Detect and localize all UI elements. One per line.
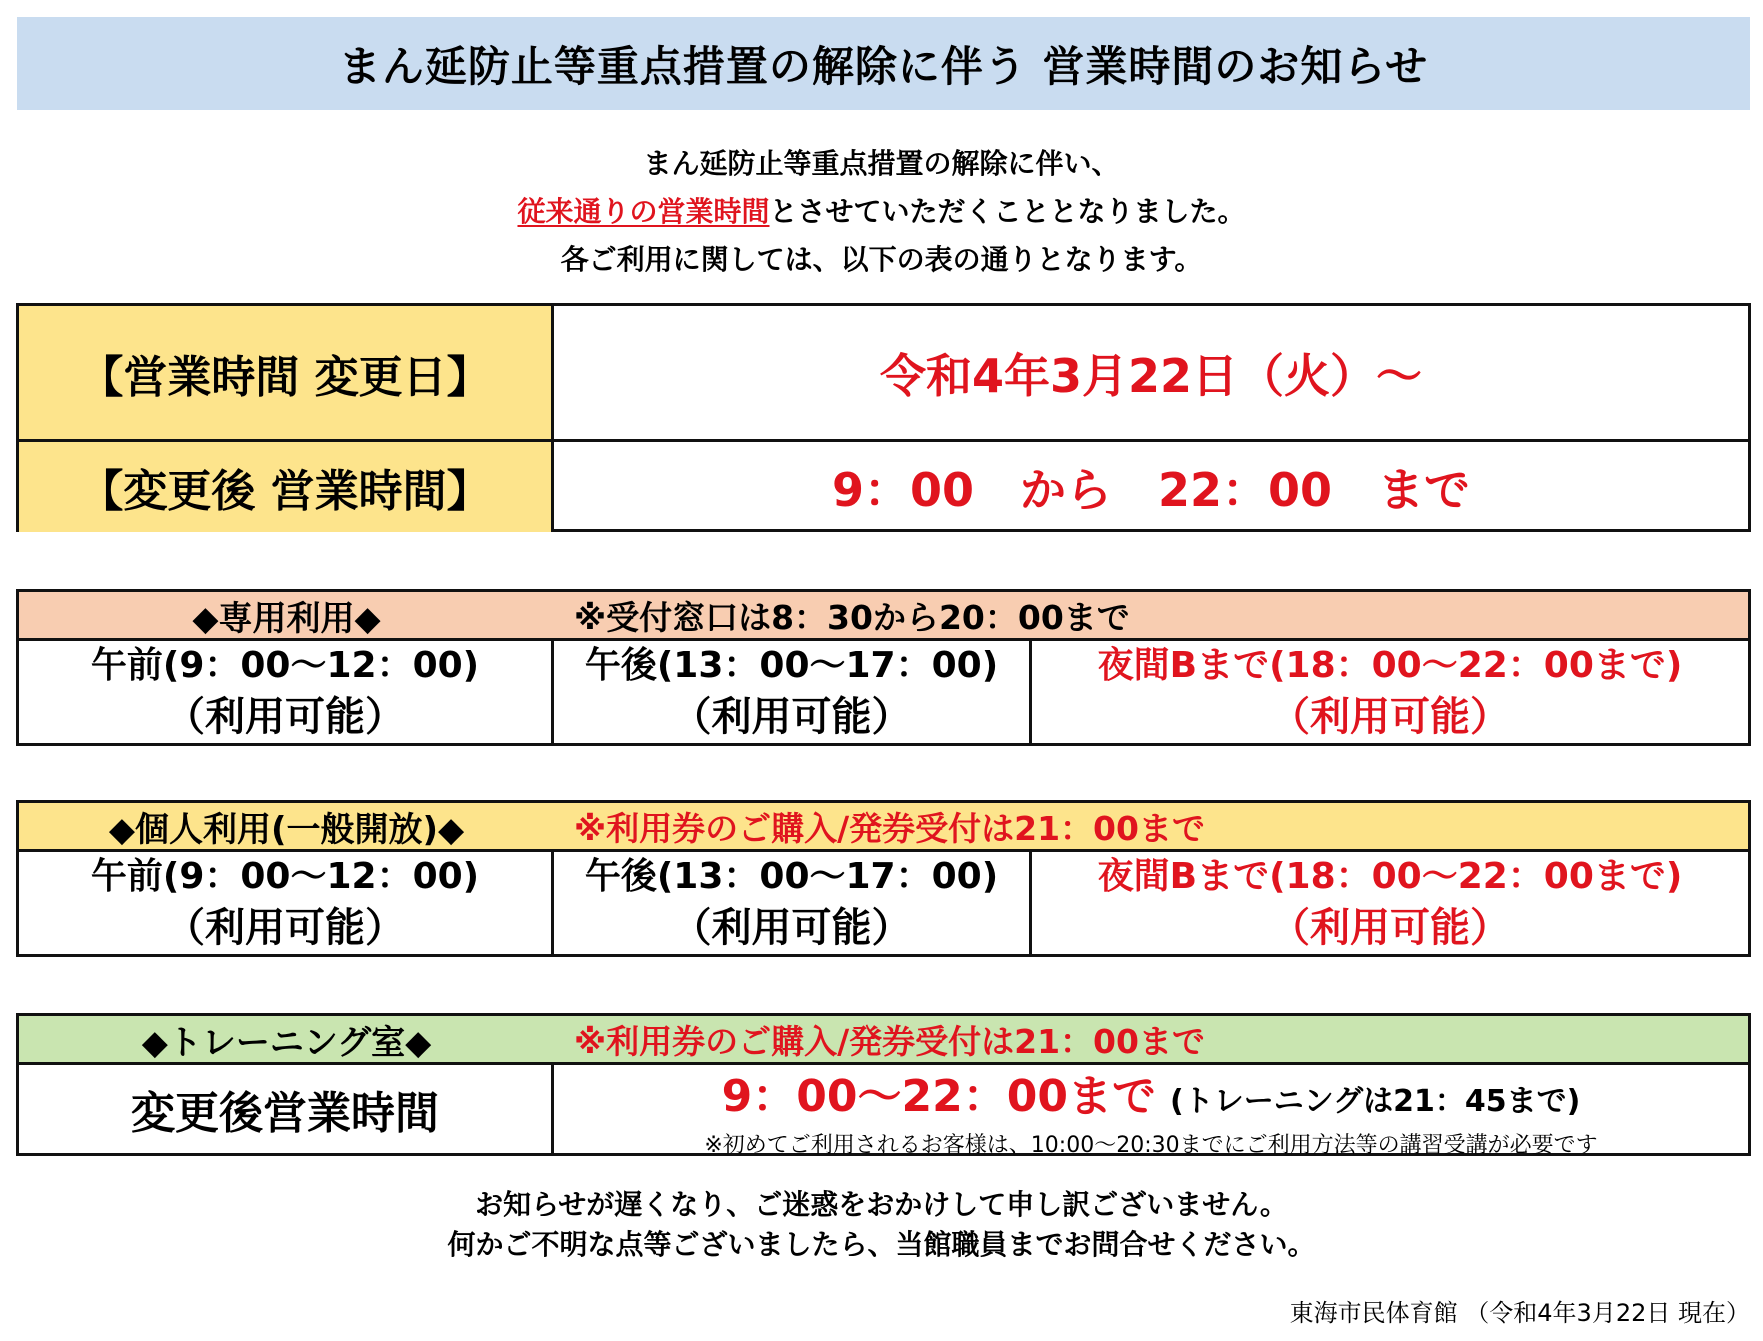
- footer-credit: 東海市民体育館 （令和4年3月22日 現在）: [1289, 1299, 1750, 1327]
- period-time: 午後(13：00～17：00): [584, 856, 999, 897]
- training-hours-value: 9：00～22：00まで: [721, 1070, 1156, 1122]
- individual-use-title: ◆個人利用(一般開放)◆: [108, 809, 465, 850]
- exclusive-use-note: ※受付窓口は8：30から20：00まで: [574, 597, 1130, 637]
- training-hours-label: 変更後営業時間: [131, 1088, 439, 1139]
- period-time: 午前(9：00～12：00): [90, 645, 480, 686]
- period-time: 午前(9：00～12：00): [90, 856, 480, 897]
- first-time-note: ※初めてご利用されるお客様は、10:00～20:30までにご利用方法等の講習受講が必要です: [704, 1132, 1598, 1158]
- hours-label: 【変更後 営業時間】: [19, 442, 554, 532]
- exclusive-use-title: ◆専用利用◆: [192, 598, 381, 639]
- training-hours-cell: [554, 1065, 1748, 1158]
- change-date-label: 【営業時間 変更日】: [19, 306, 554, 439]
- intro-text: [0, 140, 1763, 284]
- training-hours-line: [722, 1060, 1581, 1124]
- period-time: 夜間Bまで(18：00～22：00まで): [1097, 856, 1683, 897]
- intro-line-2: [0, 188, 1763, 236]
- title-banner: [17, 17, 1750, 110]
- individual-use-row: [19, 852, 1748, 954]
- change-date-value: 令和4年3月22日（火）～: [879, 348, 1423, 403]
- hours-value: 9：00 から 22：00 まで: [831, 463, 1471, 517]
- exclusive-use-header: [19, 592, 1748, 641]
- night-cell: [1032, 641, 1748, 743]
- schedule-table: [16, 303, 1751, 532]
- training-room-row: [19, 1065, 1748, 1158]
- hours-row: [19, 439, 1748, 532]
- training-label-cell: [19, 1065, 554, 1153]
- change-date-row: [19, 306, 1748, 439]
- individual-use-note: ※利用券のご購入/発券受付は21：00まで: [574, 808, 1205, 848]
- afternoon-cell: [554, 852, 1032, 954]
- period-status: （利用可能）: [165, 905, 405, 951]
- period-status: （利用可能）: [1270, 905, 1510, 951]
- training-last-entry: (トレーニングは21：45まで): [1169, 1083, 1581, 1119]
- morning-cell: [19, 852, 554, 954]
- training-room-note: ※利用券のご購入/発券受付は21：00まで: [574, 1021, 1205, 1061]
- night-cell: [1032, 852, 1748, 954]
- intro-line-3: 各ご利用に関しては、以下の表の通りとなります。: [560, 243, 1203, 276]
- period-status: （利用可能）: [671, 694, 912, 740]
- period-status: （利用可能）: [671, 905, 912, 951]
- period-time: 午後(13：00～17：00): [584, 645, 999, 686]
- period-status: （利用可能）: [1270, 694, 1510, 740]
- page-title: まん延防止等重点措置の解除に伴う 営業時間のお知らせ: [338, 41, 1429, 91]
- closing-line-1: お知らせが遅くなり、ご迷惑をおかけして申し訳ございません。: [475, 1188, 1288, 1221]
- period-status: （利用可能）: [165, 694, 405, 740]
- morning-cell: [19, 641, 554, 743]
- period-time: 夜間Bまで(18：00～22：00まで): [1097, 645, 1683, 686]
- closing-line-2: 何かご不明な点等ございましたら、当館職員までお問合せください。: [447, 1228, 1316, 1261]
- exclusive-use-table: [16, 589, 1751, 746]
- training-room-table: [16, 1013, 1751, 1156]
- individual-use-table: [16, 800, 1751, 957]
- intro-line-1: まん延防止等重点措置の解除に伴い、: [643, 147, 1120, 180]
- intro-line-2-rest: とさせていただくこととなりました。: [769, 195, 1246, 228]
- closing-text: [0, 1185, 1763, 1265]
- training-room-title: ◆トレーニング室◆: [141, 1022, 432, 1063]
- intro-highlight: 従来通りの営業時間: [517, 195, 770, 228]
- training-room-header: [19, 1016, 1748, 1065]
- afternoon-cell: [554, 641, 1032, 743]
- individual-use-header: [19, 803, 1748, 852]
- exclusive-use-row: [19, 641, 1748, 743]
